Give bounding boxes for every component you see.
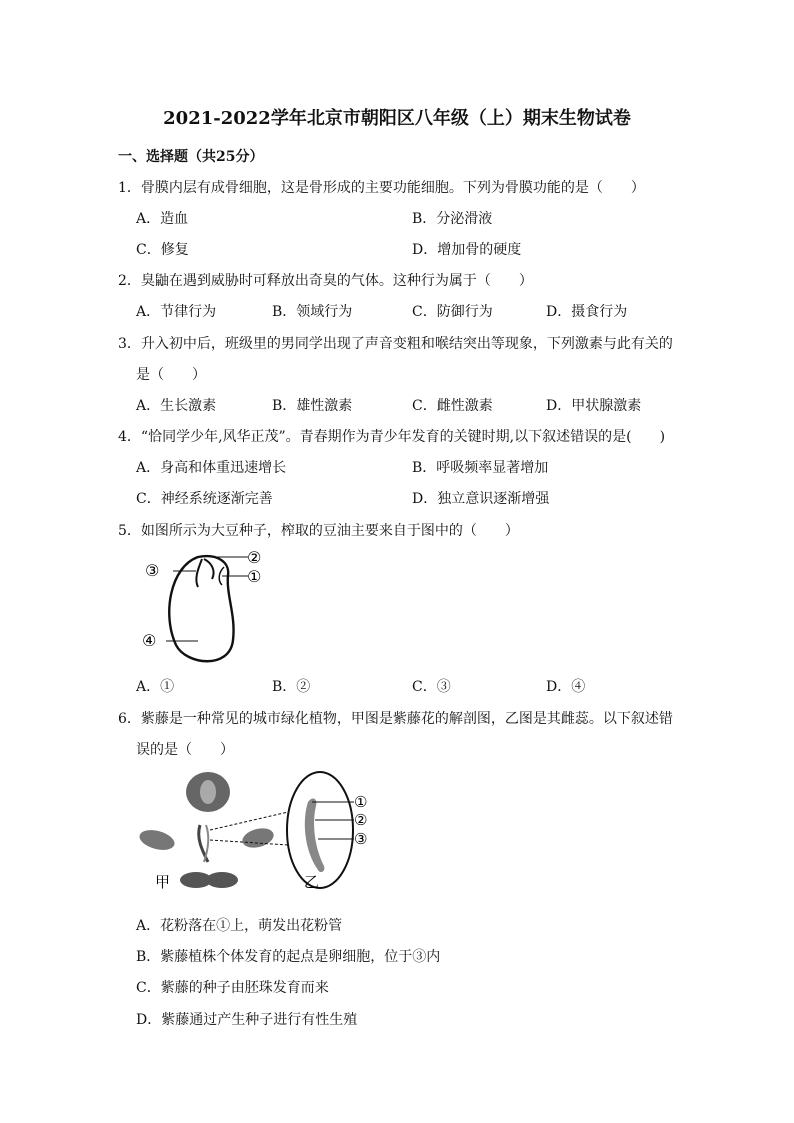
pistil-label-1: ① — [354, 793, 368, 811]
q4-option-b[interactable]: B．呼吸频率显著增加 — [412, 460, 549, 476]
q4-option-d[interactable]: D．独立意识逐渐增强 — [412, 491, 550, 507]
q2-option-b[interactable]: B．领域行为 — [272, 304, 353, 320]
q6-option-c[interactable]: C．紫藤的种子由胚珠发育而来 — [136, 980, 329, 996]
question-6-stem: 6．紫藤是一种常见的城市绿化植物，甲图是紫藤花的解剖图，乙图是其雌蕊。以下叙述错 — [118, 711, 673, 727]
soybean-seed-figure — [138, 545, 278, 670]
q3-option-b[interactable]: B．雄性激素 — [272, 398, 353, 414]
question-1-stem: 1．骨膜内层有成骨细胞，这是骨形成的主要功能细胞。下列为骨膜功能的是（ ） — [118, 180, 645, 196]
q5-option-a[interactable]: A．① — [136, 679, 175, 695]
page-title: 2021-2022学年北京市朝阳区八年级（上）期末生物试卷 — [163, 108, 631, 129]
question-3-stem: 3．升入初中后，班级里的男同学出现了声音变粗和喉结突出等现象，下列激素与此有关的 — [118, 336, 673, 352]
question-2-stem: 2．臭鼬在遇到威胁时可释放出奇臭的气体。这种行为属于（ ） — [118, 273, 533, 289]
pistil-label-2: ② — [354, 811, 368, 829]
q2-option-a[interactable]: A．节律行为 — [136, 304, 217, 320]
seed-label-2: ② — [247, 548, 262, 567]
seed-label-4: ④ — [142, 631, 157, 650]
seed-label-3: ③ — [145, 561, 160, 580]
pistil-label-3: ③ — [354, 830, 368, 848]
q5-option-b[interactable]: B．② — [272, 679, 311, 695]
q3-option-c[interactable]: C．雌性激素 — [412, 398, 493, 414]
q6-option-a[interactable]: A．花粉落在①上，萌发出花粉管 — [136, 918, 343, 934]
section-heading: 一、选择题（共25分） — [118, 149, 264, 165]
q4-option-a[interactable]: A．身高和体重迅速增长 — [136, 460, 287, 476]
figure-jia-label: 甲 — [155, 873, 171, 891]
question-4-stem: 4．“恰同学少年,风华正茂”。青春期作为青少年发育的关键时期,以下叙述错误的是( ) — [118, 429, 666, 445]
q4-option-c[interactable]: C．神经系统逐渐完善 — [136, 491, 273, 507]
q1-option-b[interactable]: B．分泌滑液 — [412, 211, 493, 227]
q1-option-a[interactable]: A．造血 — [136, 211, 189, 227]
q2-option-d[interactable]: D．摄食行为 — [546, 304, 628, 320]
wisteria-flower-figure — [130, 770, 390, 895]
q3-option-d[interactable]: D．甲状腺激素 — [546, 398, 642, 414]
q5-option-d[interactable]: D．④ — [546, 679, 586, 695]
q6-option-d[interactable]: D．紫藤通过产生种子进行有性生殖 — [136, 1012, 358, 1028]
question-5-stem: 5．如图所示为大豆种子，榨取的豆油主要来自于图中的（ ） — [118, 523, 519, 539]
seed-label-1: ① — [247, 567, 262, 586]
q3-option-a[interactable]: A．生长激素 — [136, 398, 217, 414]
q1-option-d[interactable]: D．增加骨的硬度 — [412, 242, 522, 258]
q2-option-c[interactable]: C．防御行为 — [412, 304, 493, 320]
question-3-stem-cont: 是（ ） — [136, 367, 206, 383]
q5-option-c[interactable]: C．③ — [412, 679, 451, 695]
q6-option-b[interactable]: B．紫藤植株个体发育的起点是卵细胞，位于③内 — [136, 949, 441, 965]
question-6-stem-cont: 误的是（ ） — [136, 742, 234, 758]
q1-option-c[interactable]: C．修复 — [136, 242, 189, 258]
figure-yi-label: 乙 — [304, 873, 320, 891]
